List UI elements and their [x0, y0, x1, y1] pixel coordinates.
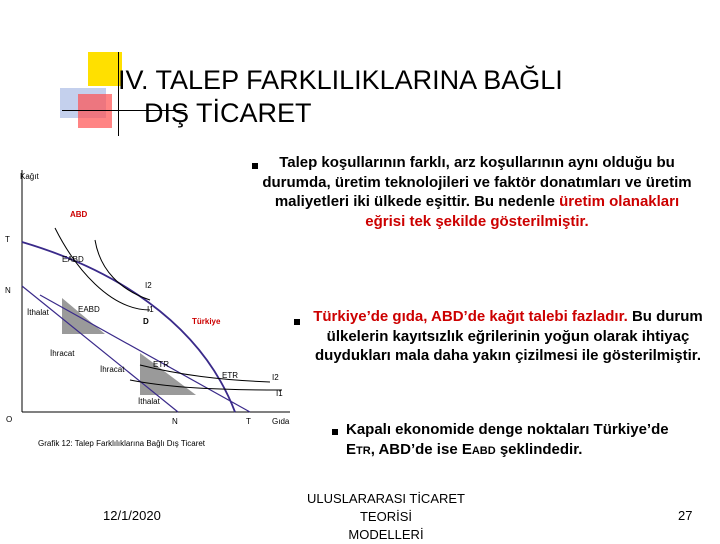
bullet-1-main: Talep koşullarının farklı, arz koşullarının aynı olduğu bu durumda, üretim teknolojileri ve faktör donatımları ve üretim maliyetleri iki ülkede eşittir. Bu nedenle [262, 154, 692, 210]
bullet-3-part-a: Kapalı ekonomide denge noktaları Türkiye’de E [346, 421, 669, 458]
label-d: D [143, 317, 149, 326]
footer-course-line-2: MODELLERİ [348, 527, 424, 542]
label-i2-right: I2 [272, 373, 279, 382]
label-t-y: T [5, 235, 10, 244]
bullet-2-main: Bu durum ülkelerin kayıtsızlık eğrilerinin yoğun olarak ihtiyaç duydukları mala daha yakın çizilmesi ile gösterilmiştir. [315, 308, 703, 364]
bullet-2-highlight: Türkiye’de gıda, ABD’de kağıt talebi fazladır. [313, 308, 632, 325]
label-e-abd: EABD [62, 255, 84, 264]
footer-date: 12/1/2020 [103, 508, 161, 523]
y-axis-label: Kağıt [20, 172, 39, 181]
label-e-tr: ETR [153, 360, 169, 369]
label-abd: ABD [70, 210, 88, 219]
label-i1-top: I1 [147, 305, 154, 314]
footer-course [286, 490, 486, 544]
bullet-3-part-b: , ABD’de ise E [370, 440, 472, 458]
title-line-2: DIŞ TİCARET [144, 98, 312, 128]
bullet-1-text [262, 153, 692, 231]
label-ithalat-1: İthalat [27, 308, 49, 317]
label-n-x: N [172, 417, 178, 426]
label-origin: O [6, 415, 13, 424]
footer-course-line-1: ULUSLARARASI TİCARET TEORİSİ [307, 491, 465, 524]
deco-red-square [78, 94, 112, 128]
indifference-curve-i1-abd [55, 228, 150, 310]
label-turkiye: Türkiye [192, 317, 221, 326]
label-i1-right: I1 [276, 389, 283, 398]
label-i2-top: I2 [145, 281, 152, 290]
abd-price-line [22, 286, 178, 412]
bullet-3-sub-tr: TR [356, 444, 371, 457]
abd-trade-triangle [62, 298, 105, 334]
label-ihracat-2: İhracat [100, 365, 125, 374]
label-ihracat-1: İhracat [50, 349, 75, 358]
bullet-2-text [306, 307, 710, 366]
trade-diagram [0, 150, 300, 460]
bullet-1-marker [252, 163, 258, 169]
x-axis-label: Gıda [272, 417, 290, 426]
bullet-3-marker [332, 429, 338, 435]
label-e-abd-2: EABD [78, 305, 100, 314]
slide-title [118, 64, 638, 130]
title-line-1: IV. TALEP FARKLILIKLARINA BAĞLI [118, 65, 563, 95]
label-t-x: T [246, 417, 251, 426]
page-number: 27 [678, 508, 693, 523]
diagram-caption: Grafik 12: Talep Farklılıklarına Bağlı Dış Ticaret [38, 439, 206, 448]
label-n-y: N [5, 286, 11, 295]
bullet-1-highlight: üretim olanakları eğrisi tek şekilde gösterilmiştir. [365, 193, 680, 230]
bullet-3-part-c: şeklindedir. [495, 440, 583, 458]
deco-yellow-square [88, 52, 122, 86]
bullet-2-marker [294, 319, 300, 325]
bullet-3-sub-abd: ABD [471, 444, 496, 457]
label-ithalat-2: İthalat [138, 397, 160, 406]
bullet-3-text [346, 420, 686, 461]
label-e-tr-2: ETR [222, 371, 238, 380]
